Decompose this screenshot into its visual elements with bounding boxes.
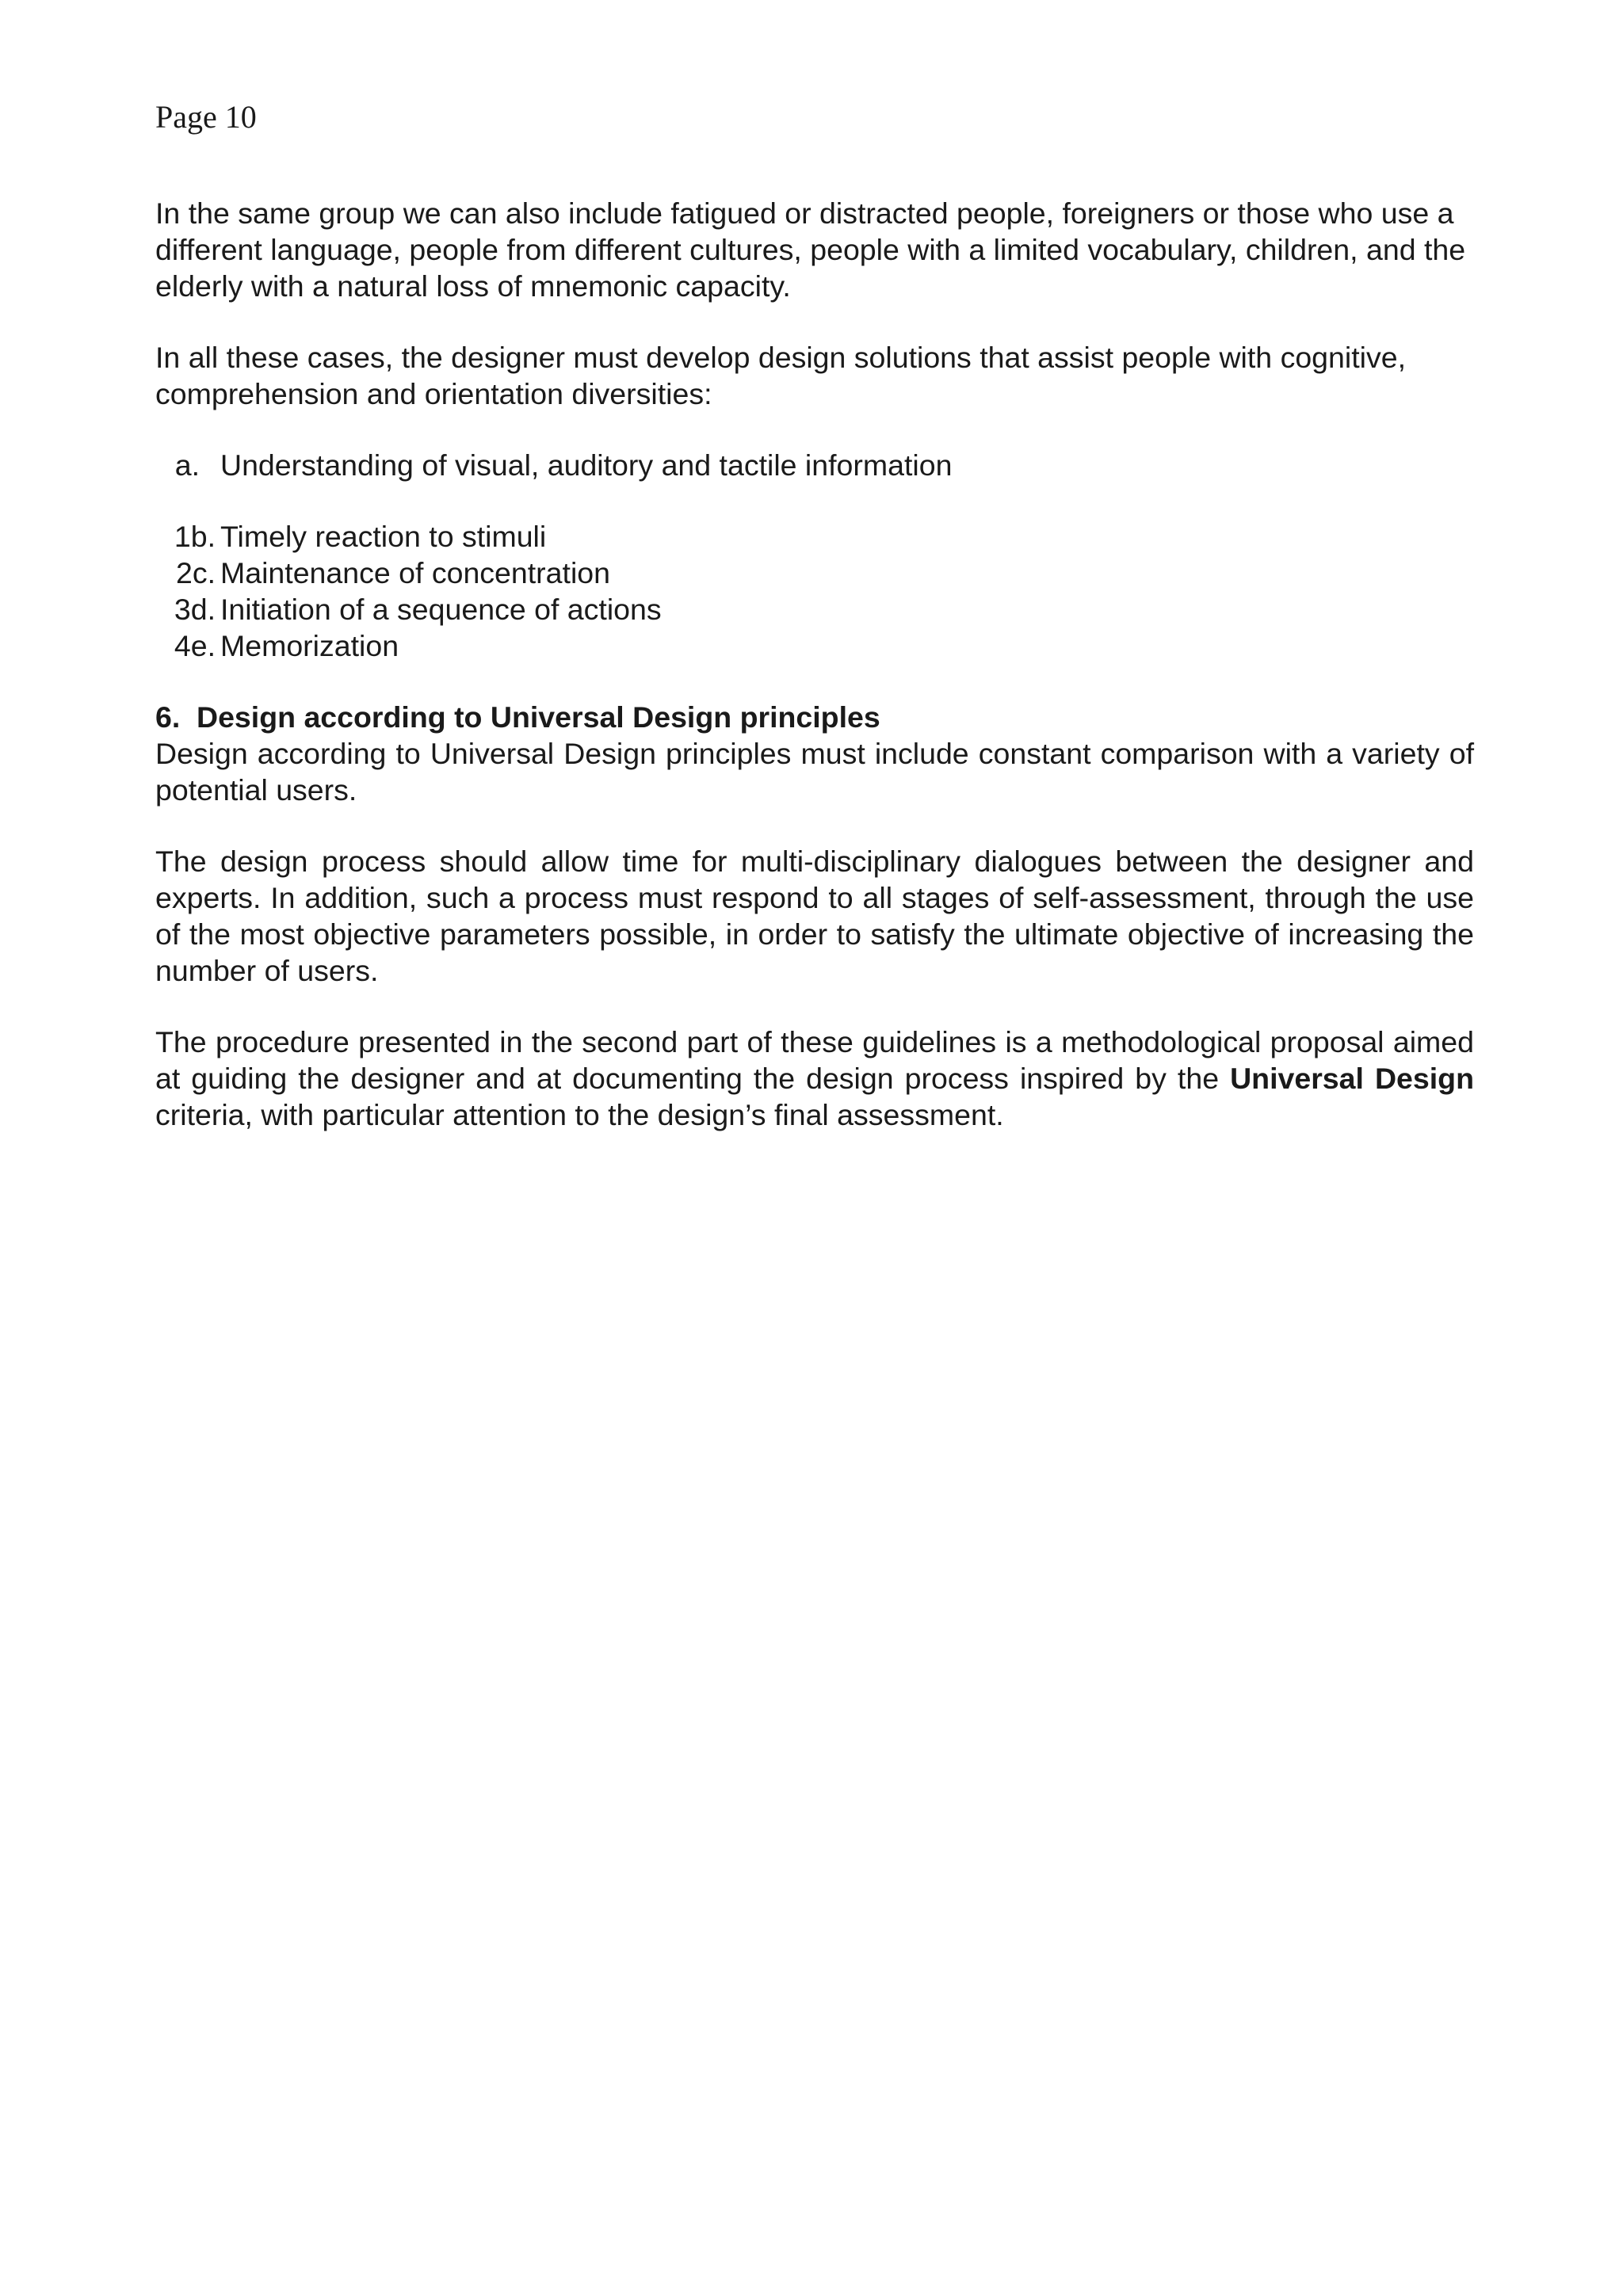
list-item-text: Maintenance of concentration (220, 556, 610, 589)
list-item-text: Understanding of visual, auditory and tactile information (220, 448, 953, 482)
section-heading (155, 699, 1474, 735)
list-marker: 3d. (174, 593, 216, 626)
paragraph-fatigued-people: In the same group we can also include fatigued or distracted people, foreigners or those who use a different language, people from different cultures, people with a limited vocabulary, children, and the elderly with a natural loss of mnemonic capacity. (155, 196, 1466, 303)
list-item (155, 555, 1474, 591)
section-title: Design according to Universal Design principles (197, 700, 880, 734)
procedure-text-end: criteria, with particular attention to the design’s final assessment. (155, 1098, 1004, 1131)
paragraph-universal-design: Design according to Universal Design principles must include constant comparison with a variety of potential users. (155, 737, 1474, 807)
list-marker: 2c. (175, 556, 216, 589)
section-number: 6. (155, 700, 181, 734)
paragraph-procedure (155, 1024, 1474, 1133)
paragraph-design-process: The design process should allow time for multi-disciplinary dialogues between the designer and experts. In addition, such a process must respond to all stages of self-assessment, through the use of the most objective parameters possible, in order to satisfy the ultimate objective of increasing the number of users. (155, 845, 1474, 987)
list-item-a (155, 447, 1474, 483)
list-item (155, 627, 1474, 664)
list-item-text: Memorization (220, 629, 399, 662)
procedure-text-start: The procedure presented in the second part of these guidelines is a methodological proposal aimed at guiding the designer and at documenting the design process inspired by the (155, 1025, 1474, 1095)
list-item-text: Timely reaction to stimuli (220, 520, 547, 553)
procedure-bold-term: Universal Design (1230, 1062, 1474, 1095)
numbered-list (155, 518, 1474, 664)
list-item (155, 591, 1474, 627)
list-item (155, 518, 1474, 555)
list-marker: 1b. (174, 520, 216, 553)
list-marker: 4e. (174, 629, 216, 662)
page-number: Page 10 (155, 99, 257, 135)
list-marker: a. (174, 448, 200, 482)
page-content (155, 195, 1474, 1133)
list-item-text: Initiation of a sequence of actions (220, 593, 662, 626)
paragraph-design-solutions: In all these cases, the designer must develop design solutions that assist people with cognitive, comprehension and orientation diversities: (155, 341, 1407, 410)
